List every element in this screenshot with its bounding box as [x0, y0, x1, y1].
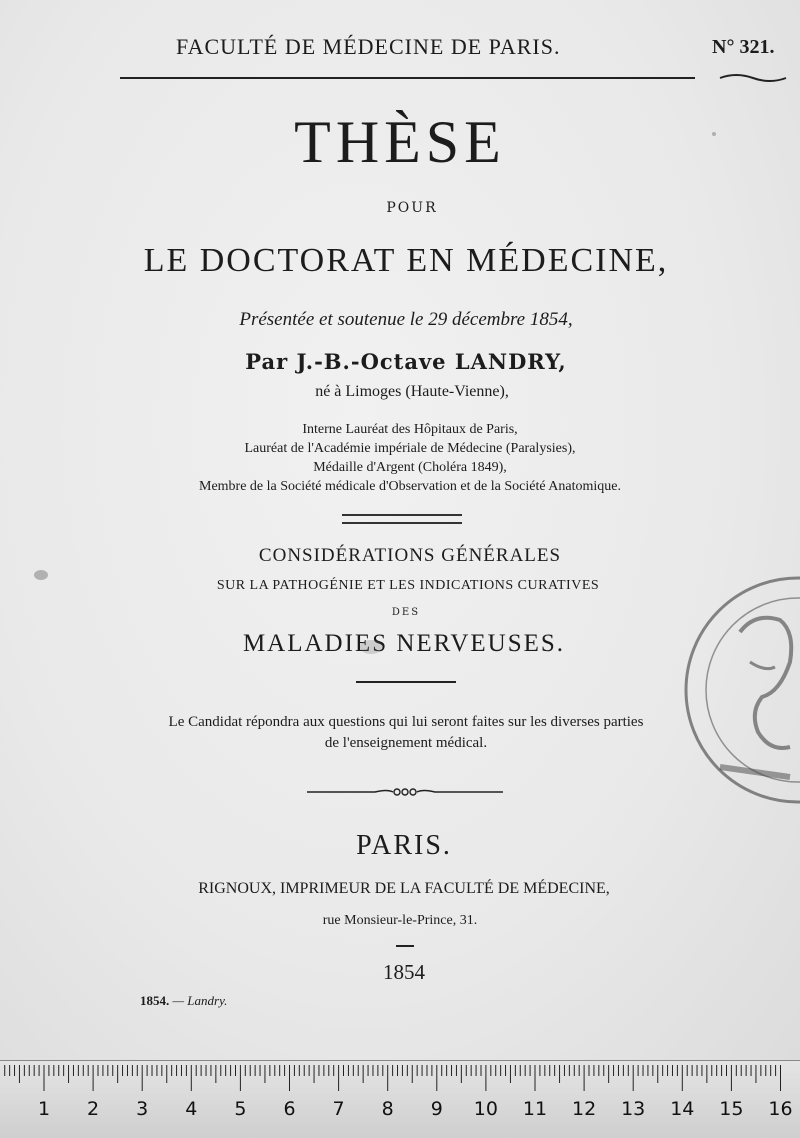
credentials-block — [10, 420, 800, 496]
ruler-number: 7 — [332, 1098, 345, 1120]
imprint-dash — [396, 945, 414, 947]
ink-blemish — [712, 132, 716, 136]
ruler-number: 11 — [522, 1098, 548, 1120]
author-line: Par J.-B.-Octave LANDRY, — [245, 349, 567, 374]
subject-line-3: DES — [391, 607, 421, 618]
ruler-number: 9 — [430, 1098, 443, 1120]
imprint-printer: RIGNOUX, IMPRIMEUR DE LA FACULTÉ DE MÉDECINE, — [198, 880, 610, 897]
imprint-year: 1854 — [383, 960, 425, 984]
ruler-number: 10 — [473, 1098, 498, 1120]
ruler-number: 5 — [234, 1098, 247, 1120]
ruler-ticks — [0, 1061, 800, 1101]
faculty-header: FACULTÉ DE MÉDECINE DE PARIS. — [176, 34, 561, 59]
subject-line-4: MALADIES NERVEUSES. — [242, 630, 566, 657]
thesis-number: N° 321. — [712, 36, 775, 58]
ruler-number: 13 — [621, 1098, 646, 1120]
ruler-number: 6 — [283, 1098, 296, 1120]
imprint-city: PARIS. — [356, 830, 452, 861]
credential-line: Lauréat de l'Académie impériale de Médecine (Paralysies), — [244, 441, 576, 456]
pour-label: POUR — [386, 200, 438, 216]
double-rule — [342, 514, 462, 524]
ruler-number: 8 — [381, 1098, 394, 1120]
footer-signature — [140, 993, 227, 1009]
credential-line: Membre de la Société médicale d'Observation et de la Société Anatomique. — [199, 479, 621, 494]
library-stamp — [680, 572, 800, 817]
ink-blemish — [360, 640, 382, 654]
header-swash-ornament — [718, 72, 788, 84]
degree-line: LE DOCTORAT EN MÉDECINE, — [143, 242, 669, 279]
birthplace-line: né à Limoges (Haute-Vienne), — [315, 383, 509, 400]
presentation-date: Présentée et soutenue le 29 décembre 1854, — [239, 309, 573, 330]
candidate-note-line: Le Candidat répondra aux questions qui lui seront faites sur les diverses parties — [168, 714, 644, 730]
ruler-number: 16 — [768, 1098, 793, 1120]
footer-year: 1854. — [140, 993, 170, 1008]
header-rule — [120, 77, 695, 79]
subject-line-1: CONSIDÉRATIONS GÉNÉRALES — [258, 545, 562, 566]
ruler-number: 14 — [670, 1098, 695, 1120]
credential-line: Médaille d'Argent (Choléra 1849), — [313, 460, 507, 475]
subject-line-2: SUR LA PATHOGÉNIE ET LES INDICATIONS CURATIVES — [216, 578, 600, 593]
ruler-numbers — [0, 1098, 800, 1122]
ruler-number: 12 — [572, 1098, 597, 1120]
credential-line: Interne Lauréat des Hôpitaux de Paris, — [302, 422, 518, 437]
decorative-ornament — [305, 782, 505, 802]
ruler-number: 15 — [719, 1098, 744, 1120]
ink-blemish — [34, 570, 48, 580]
section-rule — [356, 681, 456, 683]
thesis-title: THÈSE — [294, 109, 506, 175]
footer-author: — Landry. — [172, 993, 228, 1008]
imprint-address: rue Monsieur-le-Prince, 31. — [322, 913, 478, 928]
candidate-note-line: de l'enseignement médical. — [324, 735, 488, 751]
ruler-number: 1 — [37, 1098, 51, 1120]
ruler-number: 2 — [87, 1098, 100, 1120]
ruler-number: 4 — [185, 1098, 198, 1120]
ruler-number: 3 — [136, 1098, 149, 1120]
